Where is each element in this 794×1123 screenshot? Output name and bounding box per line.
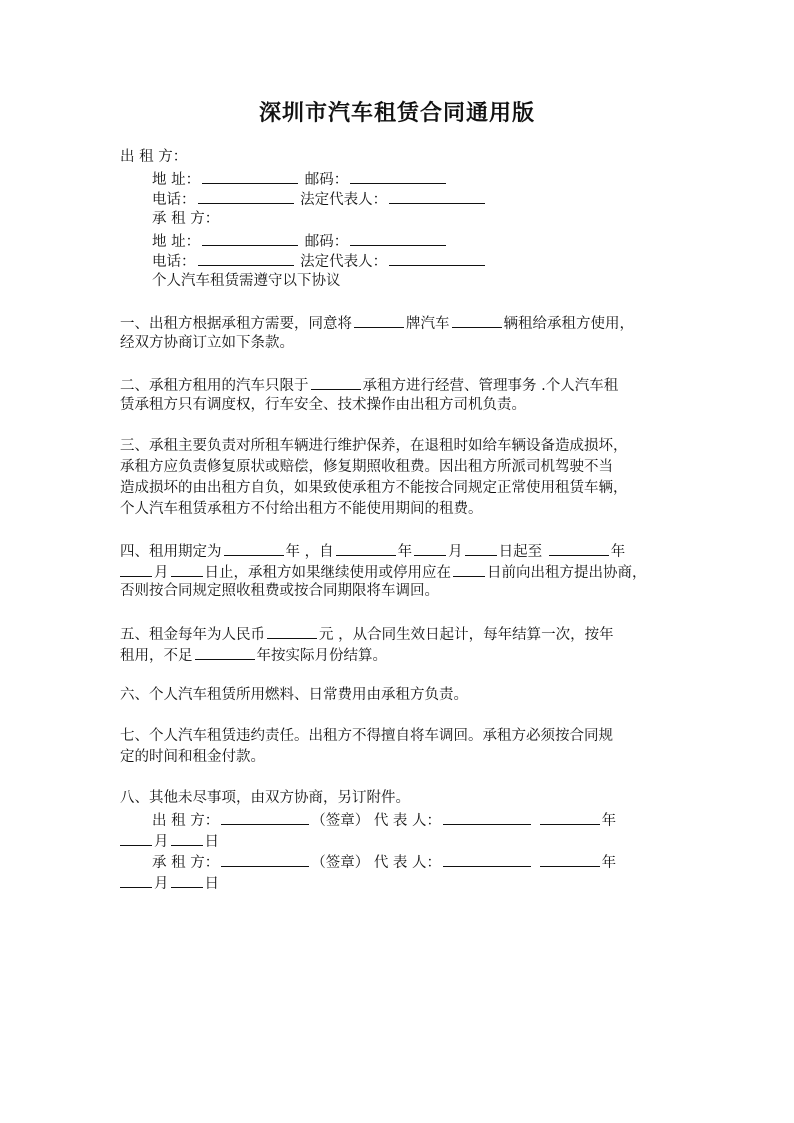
lessee-label: 承 租 方：	[152, 211, 220, 227]
lessee-address-row	[152, 230, 448, 251]
clause-1-line-1	[120, 312, 634, 333]
text: 日前向出租方提出协商，	[487, 565, 647, 581]
text: 一、出租方根据承租方需要，同意将	[120, 316, 352, 332]
phone-label: 电话：	[152, 192, 196, 208]
lessor-address-row	[152, 168, 448, 189]
clause-4-line-1	[120, 540, 625, 561]
seal-label: （签章）	[311, 813, 370, 829]
end-day-blank[interactable]	[171, 561, 203, 577]
address-blank[interactable]	[202, 230, 298, 246]
phone-label: 电话：	[152, 254, 196, 270]
day-label: 日	[204, 834, 219, 850]
text: 年按实际月份结算。	[256, 648, 387, 664]
rep-blank[interactable]	[443, 809, 531, 825]
clause-5-line-1	[120, 623, 614, 644]
lessor-phone-row	[152, 188, 487, 209]
day-label: 日	[204, 876, 219, 892]
clause-3-line-4: 个人汽车租赁承租方不付给出租方不能使用期间的租费。	[120, 501, 483, 517]
month-label: 月	[154, 876, 169, 892]
rep-label: 代 表 人：	[373, 813, 442, 829]
month-blank[interactable]	[120, 830, 152, 846]
lessor-sign-blank[interactable]	[221, 809, 309, 825]
clause-8: 八、其他未尽事项，由双方协商，另订附件。	[120, 790, 410, 806]
text: 租用，不足	[120, 648, 193, 664]
postcode-label: 邮码：	[304, 234, 349, 250]
clause-7-line-1: 七、个人汽车租赁违约责任。出租方不得擅自将车调回。承租方必须按合同规	[120, 728, 613, 744]
text: 牌汽车	[406, 316, 450, 332]
text: 年 ，自	[285, 544, 334, 560]
text: 日起至	[498, 544, 543, 560]
start-year-blank[interactable]	[336, 540, 396, 556]
year-blank[interactable]	[540, 809, 600, 825]
start-month-blank[interactable]	[414, 540, 446, 556]
vehicle-count-blank[interactable]	[452, 312, 502, 328]
address-label: 地 址：	[152, 234, 201, 250]
lessee-signature-row	[152, 851, 616, 872]
day-blank[interactable]	[171, 872, 203, 888]
day-blank[interactable]	[171, 830, 203, 846]
lessee-date-row	[120, 872, 219, 893]
clause-2-line-1	[120, 374, 618, 395]
lessor-date-row	[120, 830, 219, 851]
end-month-blank[interactable]	[120, 561, 152, 577]
postcode-blank[interactable]	[350, 168, 446, 184]
postcode-blank[interactable]	[350, 230, 446, 246]
clause-7-line-2: 定的时间和租金付款。	[120, 749, 265, 765]
usage-blank[interactable]	[311, 374, 361, 390]
rent-amount-blank[interactable]	[267, 623, 317, 639]
rep-label: 代 表 人：	[373, 855, 442, 871]
lessor-sign-label: 出 租 方：	[152, 813, 220, 829]
legal-rep-blank[interactable]	[389, 188, 485, 204]
start-day-blank[interactable]	[465, 540, 497, 556]
legal-rep-label: 法定代表人：	[300, 192, 388, 208]
clause-5-line-2	[120, 644, 387, 665]
lessee-phone-row	[152, 250, 487, 271]
clause-6: 六、个人汽车租赁所用燃料、日常费用由承租方负责。	[120, 687, 468, 703]
partial-year-blank[interactable]	[195, 644, 255, 660]
clause-3-line-3: 造成损坏的由出租方自负，如果致使承租方不能按合同规定正常使用租赁车辆，	[120, 480, 628, 496]
clause-3-line-2: 承租方应负责修复原状或赔偿，修复期照收租费。因出租方所派司机驾驶不当	[120, 459, 613, 475]
text: 二、承租方租用的汽车只限于	[120, 378, 309, 394]
month-blank[interactable]	[120, 872, 152, 888]
text: 元 ，从合同生效日起计，每年结算一次，按年	[319, 627, 614, 643]
clause-2-line-2: 赁承租方只有调度权，行车安全、技术操作由出租方司机负责。	[120, 397, 526, 413]
clause-3-line-1: 三、承租主要负责对所租车辆进行维护保养，在退租时如给车辆设备造成损坏，	[120, 438, 628, 454]
rep-blank[interactable]	[443, 851, 531, 867]
clause-4-line-3: 否则按合同规定照收租费或按合同期限将车调回。	[120, 583, 439, 599]
seal-label: （签章）	[311, 855, 370, 871]
year-label: 年	[601, 813, 617, 829]
legal-rep-label: 法定代表人：	[300, 254, 388, 270]
phone-blank[interactable]	[198, 188, 294, 204]
clause-1-line-2: 经双方协商订立如下条款。	[120, 335, 294, 351]
notice-days-blank[interactable]	[453, 561, 485, 577]
phone-blank[interactable]	[198, 250, 294, 266]
text: 五、租金每年为人民币	[120, 627, 265, 643]
year-label: 年	[601, 855, 617, 871]
text: 辆租给承租方使用，	[503, 316, 634, 332]
lessor-signature-row	[152, 809, 616, 830]
address-label: 地 址：	[152, 172, 201, 188]
end-year-blank[interactable]	[549, 540, 609, 556]
text: 月	[154, 565, 169, 581]
lessee-sign-label: 承 租 方：	[152, 855, 220, 871]
text: 四、租用期定为	[120, 544, 222, 560]
plate-blank[interactable]	[354, 312, 404, 328]
term-blank[interactable]	[224, 540, 284, 556]
text: 日止，承租方如果继续使用或停用应在	[204, 565, 451, 581]
month-label: 月	[154, 834, 169, 850]
address-blank[interactable]	[202, 168, 298, 184]
text: 年	[397, 544, 413, 560]
text: 年	[610, 544, 626, 560]
lessee-sign-blank[interactable]	[221, 851, 309, 867]
page-title: 深圳市汽车租赁合同通用版	[258, 100, 535, 126]
legal-rep-blank[interactable]	[389, 250, 485, 266]
text: 月	[448, 544, 463, 560]
intro-text: 个人汽车租赁需遵守以下协议	[152, 273, 341, 289]
postcode-label: 邮码：	[304, 172, 349, 188]
lessor-label: 出 租 方：	[120, 149, 188, 165]
clause-4-line-2	[120, 561, 647, 582]
text: 承租方进行经营、管理事务 .个人汽车租	[362, 378, 619, 394]
year-blank[interactable]	[540, 851, 600, 867]
